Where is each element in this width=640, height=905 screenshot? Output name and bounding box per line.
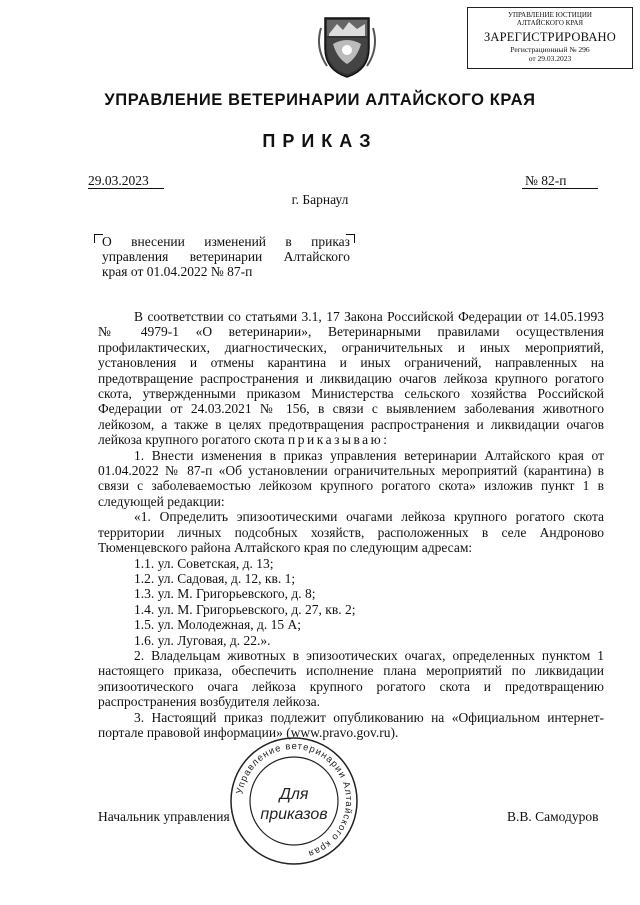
document-subject: [102, 234, 350, 279]
stamp-ring-text: Управление ветеринарии Алтайского края: [234, 740, 355, 860]
address-item: 1.6. ул. Луговая, д. 22.».: [134, 632, 271, 648]
address-item: 1.2. ул. Садовая, д. 12, кв. 1;: [134, 570, 296, 586]
signer-name: В.В. Самодуров: [507, 809, 599, 824]
registration-status: ЗАРЕГИСТРИРОВАНО: [483, 30, 617, 44]
document-type: ПРИКАЗ: [262, 131, 378, 151]
signer-position: Начальник управления: [98, 809, 230, 824]
item-2: 2. Владельцам животных в эпизоотических очагах, определенных пунктом 1 настоящего приказа, обеспечить исполнение плана мероприятий по ликвидации эпизоотического очага лейкоза крупного рогатого скота и предотвращению распространения возбудителя лейкоза.: [98, 647, 604, 710]
document-city: г. Барнаул: [291, 192, 349, 207]
altai-krai-coat-of-arms-icon: [317, 14, 377, 80]
subject-line: края от 01.04.2022 № 87-п: [102, 264, 253, 279]
registration-number: Регистрационный № 296: [510, 45, 590, 54]
round-stamp-icon: [228, 735, 360, 867]
document-body: [98, 309, 604, 740]
organization-title: УПРАВЛЕНИЕ ВЕТЕРИНАРИИ АЛТАЙСКОГО КРАЯ: [104, 91, 536, 109]
stamp-center-line2: приказов: [260, 806, 328, 823]
registration-date: от 29.03.2023: [528, 54, 572, 63]
item-1: 1. Внести изменения в приказ управления ветеринарии Алтайского края от 01.04.2022 № 87-п «Об установлении ограничительных мероприятий (карантина) в связи с заболеваемостью лейкозом крупного рогатого скота» изложив пункт 1 в следующей редакции:: [98, 447, 604, 509]
item-3: 3. Настоящий приказ подлежит опубликованию на «Официальном интернет-портале правовой информации» (www.pravo.gov.ru).: [98, 709, 604, 740]
preamble-text: В соответствии со статьями 3.1, 17 Закона Российской Федерации от 14.05.1993 № 4979-1 «О ветеринарии», Ветеринарными правилами осуществления профилактических, диагностических, ограничительных и иных мероприятий, установления и отмены карантина и иных ограничений, направленных на предотвращение распространения и ликвидацию очагов лейкоза крупного рогатого скота, утвержденными приказом Министерства сельского хозяйства Российской Федерации от 24.03.2021 № 156, в связи с выявлением заболевания животного лейкозом, а также в целях предотвращения распространения и ликвидации очагов лейкоза крупного рогатого скота: [98, 309, 604, 448]
address-item: 1.5. ул. Молодежная, д. 15 А;: [134, 617, 301, 633]
address-item: 1.4. ул. М. Григорьевского, д. 27, кв. 2;: [134, 601, 356, 617]
subject-line: управления ветеринарии Алтайского: [102, 249, 350, 264]
number-underline: [522, 188, 598, 189]
date-underline: [88, 188, 164, 189]
subject-line: О внесении изменений в приказ: [102, 234, 350, 249]
item-1-quote: «1. Определить эпизоотическими очагами лейкоза крупного рогатого скота территории личных подсобных хозяйств, расположенных в селе Андроново Тюменцевского района Алтайского края по следующим адресам:: [98, 509, 604, 556]
registration-authority: УПРАВЛЕНИЕ ЮСТИЦИИ АЛТАЙСКОГО КРАЯ: [508, 11, 592, 27]
registration-stamp: [467, 7, 633, 69]
address-item: 1.3. ул. М. Григорьевского, д. 8;: [134, 586, 316, 602]
address-item: 1.1. ул. Советская, д. 13;: [134, 555, 274, 571]
command-word: приказываю:: [288, 432, 390, 448]
document-date: 29.03.2023: [88, 173, 149, 188]
stamp-center-line1: Для: [279, 786, 309, 803]
document-number: № 82-п: [525, 173, 567, 188]
preamble-paragraph: [98, 309, 604, 448]
